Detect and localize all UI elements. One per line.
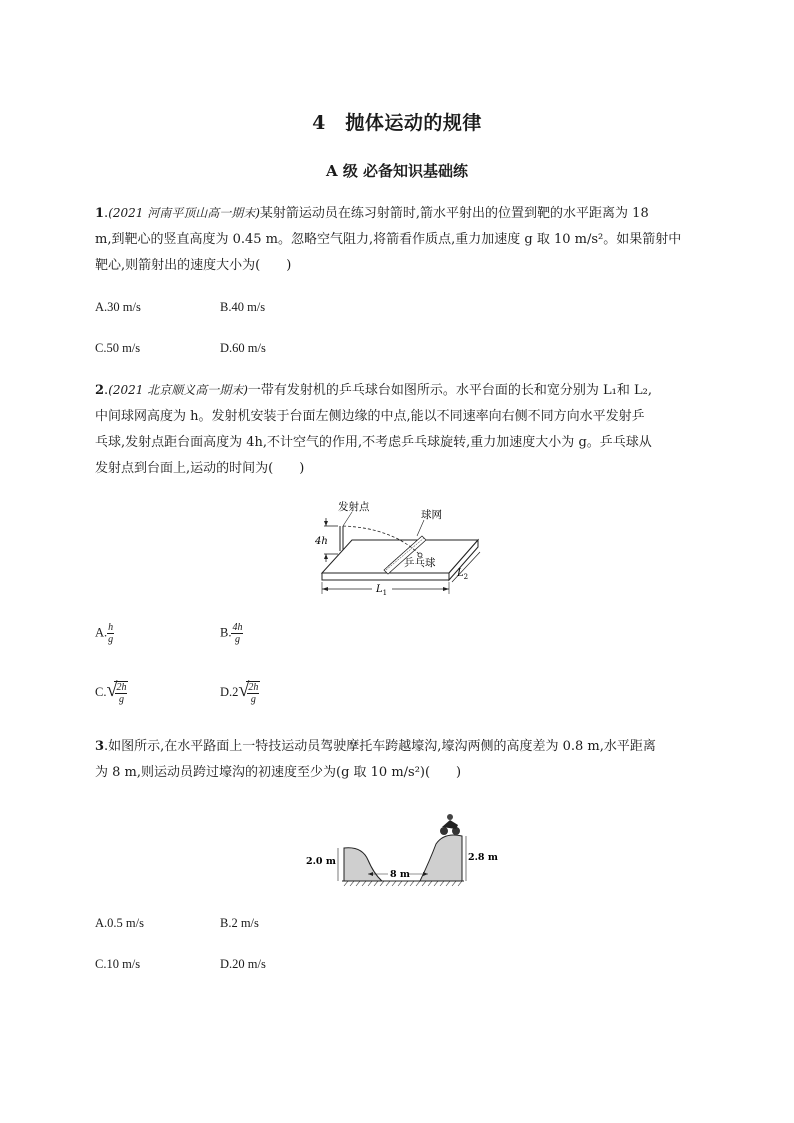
question-2: 2.(2021 北京顺义高一期末)一带有发射机的乒乓球台如图所示。水平台面的长和宽分别为 L₁和 L₂, 中间球网高度为 h。发射机安装于台面左侧边缘的中点,能以不同速率向右侧不同方向水平发射乒 乓球,发射点距台面高度为 4h,不计空气的作用,不考虑乒乓球旋转,重力加速度大小为 g。乒乓球从 发射点到台面上,运动的时间为( ): [95, 377, 705, 482]
right-height-label: 2.8 m: [468, 852, 498, 863]
option-letter: D.2: [220, 684, 239, 699]
option-a: [95, 622, 114, 645]
ping-pong-table-figure: [312, 496, 482, 598]
square-root: √ $\frac{2h}{g}$: [106, 679, 127, 705]
width-label: $L_2$: [457, 568, 469, 581]
option-d: D.20 m/s: [220, 957, 266, 971]
option-d: [220, 681, 260, 705]
question-source: (2021 河南平顶山高一期末): [108, 206, 260, 220]
question-text: 乓球,发射点距台面高度为 4h,不计空气的作用,不考虑乒乓球旋转,重力加速度大小为 g。乒乓球从: [95, 435, 652, 450]
option-a: A.30 m/s: [95, 300, 141, 314]
question-text: 发射点到台面上,运动的时间为( ): [95, 461, 305, 476]
question-number: 3: [95, 739, 105, 754]
height-label: 4h: [315, 536, 328, 547]
option-letter: C.: [95, 684, 107, 699]
question-text: 靶心,则箭射出的速度大小为( ): [95, 258, 292, 273]
ball-label: 乒乓球: [404, 557, 436, 569]
question-text: 中间球网高度为 h。发射机安装于台面左侧边缘的中点,能以不同速率向右侧不同方向水平发射乒: [95, 409, 645, 424]
question-text: m,到靶心的竖直高度为 0.45 m。忽略空气阻力,将箭看作质点,重力加速度 g 取 10 m/s²。如果箭射中: [95, 232, 682, 247]
page-title: 4 抛体运动的规律: [312, 112, 482, 134]
option-c: [95, 681, 128, 705]
question-source: (2021 北京顺义高一期末): [108, 383, 248, 397]
square-root: √ $\frac{2h}{g}$: [238, 679, 259, 705]
option-b: [220, 622, 243, 645]
option-letter: A.: [95, 625, 108, 640]
question-3: [95, 734, 705, 786]
ditch-figure: [304, 812, 498, 888]
question-text: 一带有发射机的乒乓球台如图所示。水平台面的长和宽分别为 L₁和 L₂,: [247, 383, 652, 398]
option-letter: B.: [220, 625, 232, 640]
question-number: 1: [95, 206, 105, 221]
question-text: 某射箭运动员在练习射箭时,箭水平射出的位置到靶的水平距离为 18: [259, 206, 649, 221]
length-label: $L_1$: [376, 584, 388, 597]
left-height-label: 2.0 m: [306, 856, 336, 867]
option-d: D.60 m/s: [220, 341, 266, 355]
question-text: .如图所示,在水平路面上一特技运动员驾驶摩托车跨越壕沟,壕沟两侧的高度差为 0.8 m,水平距离: [104, 739, 656, 754]
launch-point-label: 发射点: [338, 501, 370, 513]
fraction: $\frac{h}{g}$: [108, 622, 114, 645]
motorcycle-icon: [440, 814, 460, 835]
section-subtitle: A 级 必备知识基础练: [325, 162, 469, 180]
question-number: 2: [95, 383, 105, 398]
fraction: $\frac{4h}{g}$: [232, 622, 243, 645]
option-b: B.2 m/s: [220, 916, 259, 930]
left-mound: [344, 848, 382, 881]
option-c: C.50 m/s: [95, 341, 141, 355]
net-label: 球网: [421, 509, 442, 521]
gap-label: 8 m: [390, 869, 410, 880]
option-c: C.10 m/s: [95, 957, 141, 971]
option-b: B.40 m/s: [220, 300, 266, 314]
question-text: 为 8 m,则运动员跨过壕沟的初速度至少为(g 取 10 m/s²)( ): [95, 765, 462, 780]
option-a: A.0.5 m/s: [95, 916, 144, 930]
question-1: 1.(2021 河南平顶山高一期末)某射箭运动员在练习射箭时,箭水平射出的位置到靶的水平距离为 18 m,到靶心的竖直高度为 0.45 m。忽略空气阻力,将箭看作质点,重力加速度 g 取 10 m/s²。如果箭射中 靶心,则箭射出的速度大小为( ): [95, 200, 705, 279]
